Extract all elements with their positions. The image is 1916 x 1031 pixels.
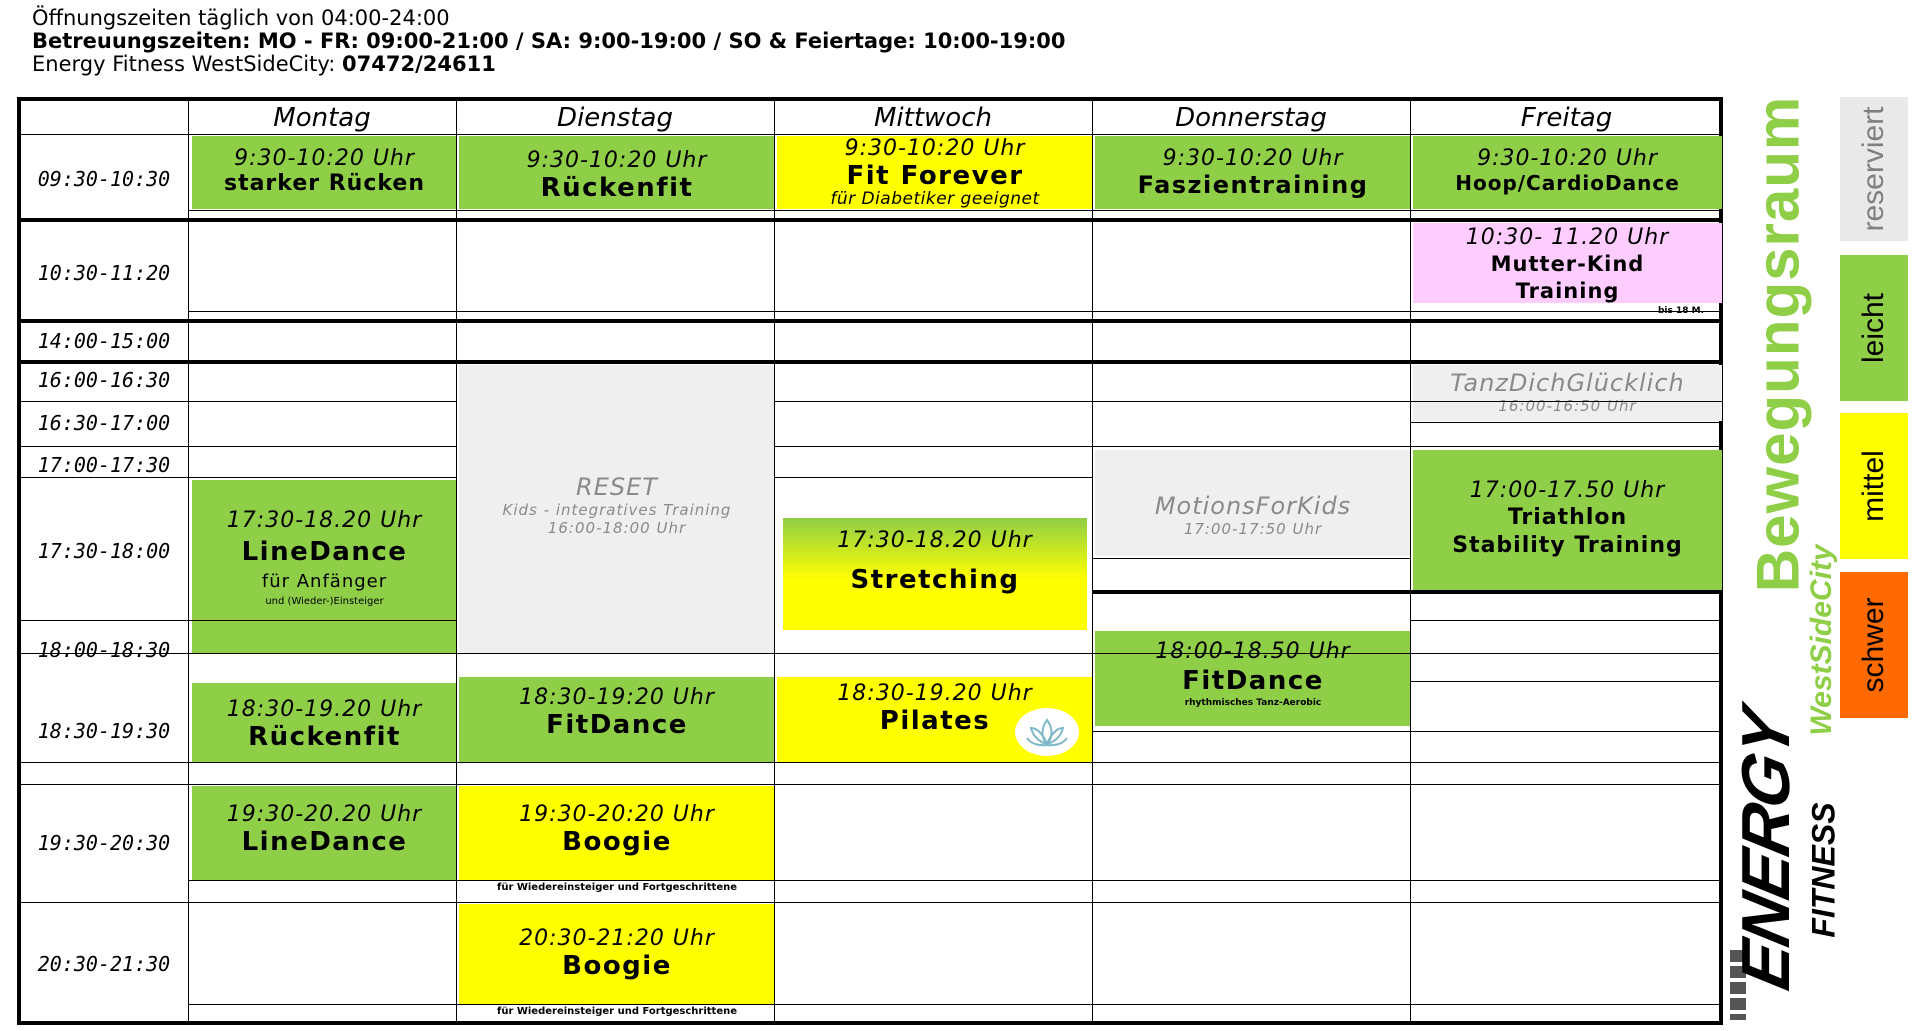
- class-note: für Wiedereinsteiger und Fortgeschrittene: [496, 1006, 738, 1017]
- class-time: 19:30-20:20 Uhr: [519, 802, 715, 827]
- class-mo-starker-ruecken: [192, 136, 457, 209]
- class-title: Pilates: [879, 706, 991, 736]
- energy-fitness-logo: [1722, 544, 1862, 1030]
- class-time: 9:30-10:20 Uhr: [1162, 146, 1344, 171]
- class-note: und (Wieder-)Einsteiger: [265, 596, 384, 607]
- class-time: 17:30-18.20 Uhr: [226, 508, 423, 533]
- class-time: 18:30-19:20 Uhr: [519, 685, 715, 710]
- class-title: Faszientraining: [1137, 171, 1369, 199]
- class-mi-fit-forever: [777, 136, 1093, 209]
- studio-phone: 07472/24611: [342, 52, 496, 76]
- class-time: 17:00-17:50 Uhr: [1183, 520, 1323, 538]
- class-subtitle: für Diabetiker geeignet: [830, 189, 1040, 209]
- class-di-rueckenfit: [459, 136, 775, 209]
- class-time: 9:30-10:20 Uhr: [844, 136, 1026, 161]
- legend-medium: [1840, 413, 1908, 559]
- day-monday: Montag: [273, 103, 371, 133]
- grid-line: [21, 134, 1723, 135]
- lotus-icon: [1015, 708, 1079, 756]
- time-slot: 14:00-15:00: [37, 329, 171, 353]
- class-time: 18:30-19.20 Uhr: [226, 697, 423, 722]
- class-title: FitDance: [1182, 666, 1324, 696]
- class-di-boogie-1: [459, 786, 775, 880]
- class-title: LineDance: [241, 827, 408, 857]
- day-wednesday: Mittwoch: [874, 103, 992, 133]
- class-subtitle: für Anfänger: [261, 571, 388, 592]
- studio-label: Energy Fitness WestSideCity:: [32, 52, 343, 76]
- grid-line: [21, 477, 457, 478]
- class-mo-linedance: [192, 786, 457, 880]
- class-title: Boogie: [562, 827, 672, 857]
- class-di-boogie-2: [459, 904, 775, 1004]
- class-time: 18:00-18.50 Uhr: [1155, 639, 1351, 664]
- class-fr-triathlon: [1413, 450, 1722, 590]
- legend-reserved: [1840, 97, 1908, 241]
- class-time: 10:30- 11.20 Uhr: [1465, 225, 1670, 250]
- grid-line: [774, 101, 775, 1021]
- grid-line: [188, 311, 1723, 312]
- class-title-2: Training: [1515, 279, 1620, 303]
- class-time: 19:30-20.20 Uhr: [226, 802, 423, 827]
- grid-line: [1092, 590, 1723, 594]
- day-thursday: Donnerstag: [1175, 103, 1327, 133]
- opening-hours: Öffnungszeiten täglich von 04:00-24:00: [32, 6, 450, 30]
- class-di-fitdance: [459, 677, 775, 762]
- class-title: starker Rücken: [223, 171, 426, 196]
- class-time: 16:00-16:50 Uhr: [1498, 397, 1637, 415]
- class-mo-linedance-anfaenger: [192, 480, 457, 653]
- grid-line: [774, 477, 1092, 478]
- class-title: Boogie: [562, 951, 672, 981]
- grid-line: [1092, 101, 1093, 1021]
- logo-brand: ENERGY: [1728, 704, 1804, 996]
- class-title: MotionsForKids: [1154, 492, 1352, 520]
- class-time: 9:30-10:20 Uhr: [526, 148, 708, 173]
- grid-line: [21, 319, 1723, 323]
- grid-line: [21, 360, 1723, 364]
- class-do-motionsforkids: [1095, 450, 1411, 556]
- class-note: für Wiedereinsteiger und Fortgeschrittene: [496, 882, 738, 893]
- class-di-reset: [459, 365, 775, 653]
- time-slot: 19:30-20:30: [37, 831, 171, 855]
- class-title: Triathlon: [1507, 505, 1628, 530]
- grid-line: [1092, 558, 1410, 559]
- grid-line: [188, 880, 1723, 881]
- grid-line: [456, 101, 457, 1021]
- time-slot: 18:30-19:30: [37, 719, 171, 743]
- day-friday: Freitag: [1520, 103, 1613, 133]
- legend-label: leicht: [1857, 292, 1890, 364]
- class-title: Fit Forever: [846, 161, 1024, 191]
- class-mi-pilates: [777, 677, 1093, 762]
- class-mi-stretching: [783, 518, 1087, 630]
- grid-line: [774, 401, 1723, 402]
- grid-line: [1410, 422, 1723, 423]
- class-note: bis 18 M.: [1657, 306, 1705, 316]
- class-title: Mutter-Kind: [1490, 252, 1645, 276]
- class-title: TanzDichGlücklich: [1450, 369, 1685, 397]
- time-slot: 16:30-17:00: [37, 411, 171, 435]
- time-slot: 17:30-18:00: [37, 539, 171, 563]
- grid-line: [21, 762, 1723, 763]
- schedule-table: [17, 97, 1723, 1025]
- legend-label: reserviert: [1857, 106, 1890, 232]
- class-title: LineDance: [241, 537, 408, 567]
- grid-line: [1410, 620, 1723, 621]
- time-slot: 18:00-18:30: [37, 638, 171, 662]
- class-subtitle: Kids - integratives Training: [502, 501, 732, 519]
- room-title: [1730, 84, 1826, 604]
- class-title-2: Stability Training: [1452, 533, 1683, 558]
- grid-line: [1092, 731, 1723, 732]
- legend-label: mittel: [1857, 450, 1890, 522]
- class-title: Rückenfit: [540, 173, 694, 203]
- room-title-text: Bewegungsraum: [1744, 95, 1812, 593]
- class-time: 18:30-19.20 Uhr: [837, 681, 1033, 706]
- class-title: FitDance: [546, 710, 688, 740]
- time-slot: 16:00-16:30: [37, 368, 171, 392]
- grid-line: [188, 101, 189, 1021]
- legend-label: schwer: [1857, 597, 1890, 693]
- grid-line: [188, 1004, 1723, 1005]
- grid-line: [21, 902, 1723, 903]
- grid-line: [21, 653, 1723, 654]
- class-do-fitdance: [1095, 631, 1411, 726]
- class-fr-mutter-kind: [1413, 223, 1722, 303]
- grid-line: [188, 210, 1723, 211]
- class-title: Rückenfit: [248, 722, 401, 752]
- grid-line: [774, 446, 1723, 447]
- studio-contact: [32, 52, 496, 76]
- time-slot: 17:00-17:30: [37, 453, 171, 477]
- class-time: 9:30-10:20 Uhr: [234, 146, 415, 171]
- class-time: 17:00-17.50 Uhr: [1469, 478, 1666, 503]
- class-time: 17:30-18.20 Uhr: [837, 528, 1033, 553]
- class-title: RESET: [576, 473, 658, 501]
- class-note: rhythmisches Tanz-Aerobic: [1184, 698, 1322, 708]
- day-tuesday: Dienstag: [557, 103, 673, 133]
- time-slot: 09:30-10:30: [37, 167, 171, 191]
- legend-easy: [1840, 255, 1908, 401]
- grid-line: [21, 620, 457, 621]
- grid-line: [1410, 681, 1723, 682]
- class-time: 9:30-10:20 Uhr: [1477, 146, 1658, 171]
- grid-line: [1410, 101, 1411, 1021]
- supervision-hours: Betreuungszeiten: MO - FR: 09:00-21:00 / SA: 9:00-19:00 / SO & Feiertage: 10:00-19:00: [32, 29, 1066, 53]
- class-fr-hoop-cardiodance: [1413, 136, 1722, 209]
- time-slot: 20:30-21:30: [37, 952, 171, 976]
- class-mo-rueckenfit: [192, 683, 457, 762]
- class-time: 20:30-21:20 Uhr: [519, 926, 715, 951]
- class-time: 16:00-18:00 Uhr: [547, 519, 687, 537]
- grid-line: [21, 218, 1723, 222]
- logo-sub: FITNESS: [1805, 802, 1842, 938]
- time-slot: 10:30-11:20: [37, 261, 171, 285]
- grid-line: [21, 784, 1723, 785]
- class-fr-tanzdichgluecklich: [1413, 365, 1722, 421]
- class-do-faszientraining: [1095, 136, 1411, 209]
- grid-line: [21, 401, 457, 402]
- class-title: Stretching: [850, 565, 1020, 595]
- class-title: Hoop/CardioDance: [1455, 171, 1680, 195]
- logo-location: WestSideCity: [1805, 544, 1838, 736]
- grid-line: [21, 446, 457, 447]
